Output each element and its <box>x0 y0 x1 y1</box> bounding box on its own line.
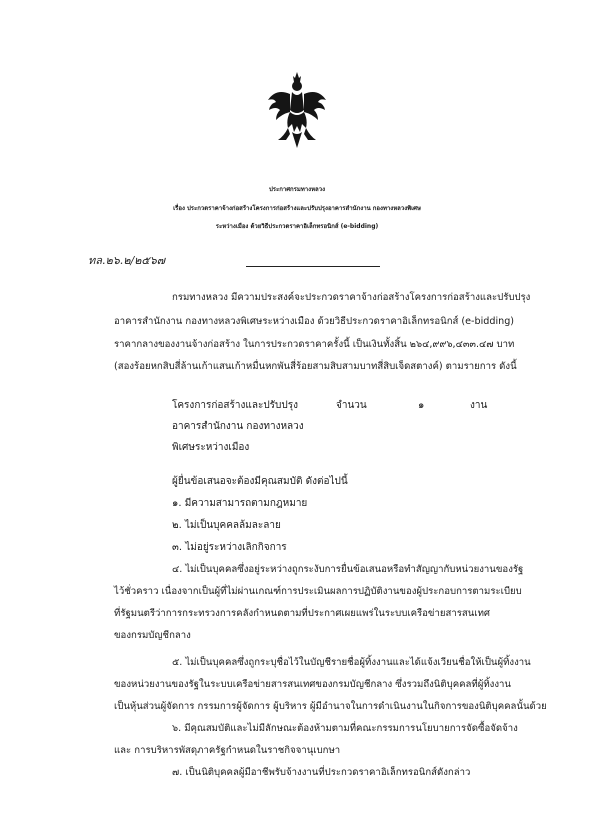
qualification-6-line1: ๖. มีคุณสมบัติและไม่มีลักษณะต้องห้ามตามที่คณะกรรมการนโยบายการจัดซื้อจัดจ้าง <box>172 723 518 734</box>
announcement-title: ประกาศกรมทางหลวง <box>268 186 326 193</box>
subject-line-2: ระหว่างเมือง ด้วยวิธีประกวดราคาอิเล็กทรอนิกส์ (e-bidding) <box>215 223 379 230</box>
qualification-4-line4: ของกรมบัญชีกลาง <box>114 630 191 641</box>
table-item-line3: พิเศษระหว่างเมือง <box>172 442 250 453</box>
para1-line2: อาคารสำนักงาน กองทางหลวงพิเศษระหว่างเมือง ด้วยวิธีประกวดราคาอิเล็กทรอนิกส์ (e-bidding) <box>114 316 515 327</box>
qualification-3: ๓. ไม่อยู่ระหว่างเลิกกิจการ <box>172 542 287 553</box>
reference-number: ทล.๒๖.๒/๒๕๖๗ <box>88 254 166 267</box>
garuda-emblem-icon <box>266 70 328 150</box>
table-item-line1: โครงการก่อสร้างและปรับปรุง <box>172 400 299 411</box>
qualification-7: ๗. เป็นนิติบุคคลผู้มีอาชีพรับจ้างงานที่ประกวดราคาอิเล็กทรอนิกส์ดังกล่าว <box>172 767 471 778</box>
para1-line4: (สองร้อยหกสิบสี่ล้านเก้าแสนเก้าหมื่นหกพันสี่ร้อยสามสิบสามบาทสี่สิบเจ็ดสตางค์) ตามรายการ ดังนี้ <box>114 361 517 372</box>
qualification-2: ๒. ไม่เป็นบุคคลล้มละลาย <box>172 520 281 531</box>
qualification-5-line2: ของหน่วยงานของรัฐในระบบเครือข่ายสารสนเทศของกรมบัญชีกลาง ซึ่งรวมถึงนิติบุคคลที่ผู้ทิ้งงาน <box>114 679 511 690</box>
qualifications-intro: ผู้ยื่นข้อเสนอจะต้องมีคุณสมบัติ ดังต่อไปนี้ <box>172 476 348 487</box>
table-quantity-label: จำนวน <box>336 400 367 411</box>
table-quantity: ๑ <box>418 400 425 411</box>
qualification-1: ๑. มีความสามารถตามกฎหมาย <box>172 498 308 509</box>
table-unit: งาน <box>470 400 488 411</box>
qualification-4-line3: ที่รัฐมนตรีว่าการกระทรวงการคลังกำหนดตามที่ประกาศเผยแพร่ในระบบเครือข่ายสารสนเทศ <box>114 608 490 619</box>
title-divider <box>246 266 380 267</box>
qualification-6-line2: และ การบริหารพัสดุภาครัฐกำหนดในราชกิจจานุเบกษา <box>114 745 341 756</box>
para1-line1: กรมทางหลวง มีความประสงค์จะประกวดราคาจ้างก่อสร้างโครงการก่อสร้างและปรับปรุง <box>172 292 531 303</box>
qualification-5-line3: เป็นหุ้นส่วนผู้จัดการ กรรมการผู้จัดการ ผู้บริหาร ผู้มีอำนาจในการดำเนินงานในกิจการของนิติบุคคลนั้นด้วย <box>114 701 547 712</box>
subject-line-1: เรื่อง ประกวดราคาจ้างก่อสร้างโครงการก่อสร้างและปรับปรุงอาคารสำนักงาน กองทางหลวงพิเศษ <box>173 205 421 212</box>
qualification-5-line1: ๕. ไม่เป็นบุคคลซึ่งถูกระบุชื่อไว้ในบัญชีรายชื่อผู้ทิ้งงานและได้แจ้งเวียนชื่อให้เป็นผู้ทิ้งงาน <box>172 657 531 668</box>
qualification-4-line1: ๔. ไม่เป็นบุคคลซึ่งอยู่ระหว่างถูกระงับการยื่นข้อเสนอหรือทำสัญญากับหน่วยงานของรัฐ <box>172 564 524 575</box>
qualification-4-line2: ไว้ชั่วคราว เนื่องจากเป็นผู้ที่ไม่ผ่านเกณฑ์การประเมินผลการปฏิบัติงานของผู้ประกอบการตามระเบียบ <box>114 586 522 597</box>
table-item-line2: อาคารสำนักงาน กองทางหลวง <box>172 421 304 432</box>
para1-line3: ราคากลางของงานจ้างก่อสร้าง ในการประกวดราคาครั้งนี้ เป็นเงินทั้งสิ้น ๒๖๔,๙๙๖,๔๓๓.๔๗ บาท <box>114 339 515 350</box>
